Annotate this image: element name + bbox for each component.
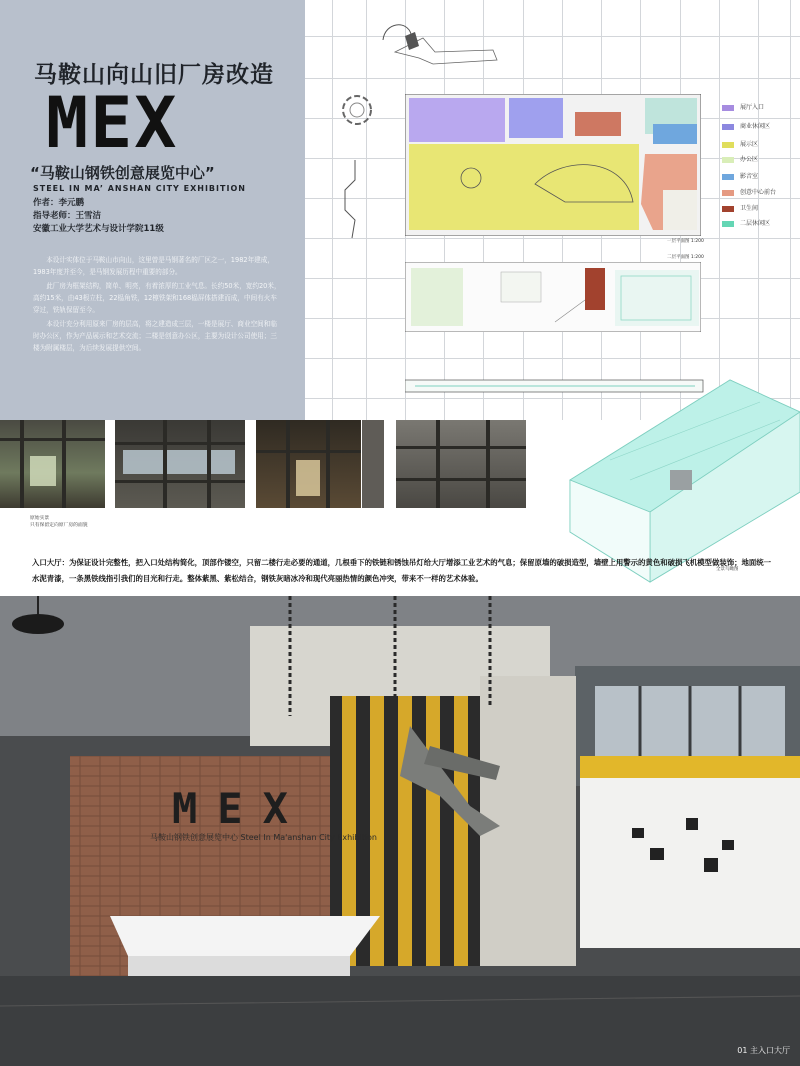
legend-item [722, 121, 800, 131]
floor1-label: 一层平面图 1:200 [667, 239, 704, 244]
author-credit: 作者：李元鹏 [33, 198, 85, 208]
legend-swatch [722, 190, 734, 196]
legend-item [722, 203, 800, 213]
second-floor-plan [405, 262, 701, 332]
legend-label: 办公区 [740, 156, 759, 163]
stair-sketch [335, 88, 385, 138]
legend-swatch [722, 221, 734, 227]
legend-item [722, 171, 800, 181]
legend-item [722, 139, 800, 149]
entrance-hall-render [0, 596, 800, 1066]
legend-swatch [722, 124, 734, 130]
description-paragraph: 本设计充分利用原来厂房的层高，将之建造成三层，一楼是展厅、商业空间和临时办公区，作为产品展示和艺术交流；二楼是创意办公区，主要为设计公司使用；三楼为附属楼层，为后续发展提供空间。 [33, 320, 277, 352]
legend-label: 二层休闲区 [740, 220, 771, 227]
school-credit: 安徽工业大学艺术与设计学院11级 [33, 224, 164, 234]
legend-item [722, 187, 800, 197]
render-label: 01 主入口大厅 [737, 1046, 790, 1055]
legend-item [722, 154, 800, 164]
mex-logo: MEX [46, 82, 179, 164]
overall-label: 全景鸟瞰图 [716, 567, 739, 572]
render-scene [0, 596, 800, 1066]
legend-label: 商业休闲区 [740, 123, 771, 130]
legend-label: 创意中心前台 [740, 189, 777, 196]
site-photo [0, 420, 105, 508]
site-photo [115, 420, 245, 508]
legend-swatch [722, 174, 734, 180]
legend-swatch [722, 157, 734, 163]
subtitle-cn: “马鞍山钢铁创意展览中心” [30, 164, 215, 182]
legend-label: 影音室 [740, 173, 759, 180]
photo-caption [30, 514, 88, 528]
first-floor-plan [405, 94, 701, 236]
site-photo [362, 420, 384, 508]
advisor-credit: 指导老师：王雪洁 [33, 211, 102, 221]
legend-label: 展示区 [740, 141, 759, 148]
site-photo [396, 420, 526, 508]
legend-item [722, 218, 800, 228]
poster-title: 马鞍山向山旧厂房改造 [34, 62, 274, 88]
site-sketch [375, 12, 505, 72]
render-logo-subtitle: 马鞍山钢铁创意展览中心 Steel In Ma'anshan City Exhibition [150, 833, 377, 842]
description-paragraph: 此厂房为框架结构，简单、明亮，有着浓厚的工业气息。长约50米，宽约20米，高约15米，由43根立柱，22榀角铁，12檩铁架和168榀屏体搭建而成，中间有火车穿过，铁轨保留至今。 [33, 282, 281, 314]
caption-line: 只有保留定向原厂房的面貌 [30, 523, 88, 528]
floor2-label: 二层平面图 1:200 [667, 255, 704, 260]
legend-swatch [722, 206, 734, 212]
project-description [33, 254, 281, 356]
legend-label: 卫生间 [740, 205, 759, 212]
entry-hall-description: 入口大厅：为保证设计完整性，把入口处结构简化，顶部作镂空，只留二楼行走必要的通道，几根垂下的铁链和锈蚀吊灯给大厅增添工业艺术的气息；保留原墙的破损造型，墙壁上用警示的黄色和破损飞机模型做装饰；地面统一水泥青漆，一条黑铁线指引我们的目光和行走。整体紫黑、紫松结合，钢铁灰暗冰冷和现代亮丽热情的颜色冲突，带来不一样的艺术体验。 [32, 558, 772, 583]
caption-line: 原始实景 [30, 516, 50, 521]
legend-swatch [722, 142, 734, 148]
legend-item [722, 102, 800, 112]
subtitle-en: STEEL IN MA’ ANSHAN CITY EXHIBITION [33, 184, 246, 193]
legend-swatch [722, 105, 734, 111]
site-photo [256, 420, 361, 508]
path-sketch [340, 160, 370, 240]
render-mex-logo: MEX [172, 784, 308, 833]
legend-label: 展厅入口 [740, 104, 765, 111]
description-paragraph: 本设计实体位于马鞍山市向山，这里曾是马钢著名的厂区之一，1982年建成，1983年度并至今，是马钢发展历程中重要的部分。 [33, 256, 274, 276]
